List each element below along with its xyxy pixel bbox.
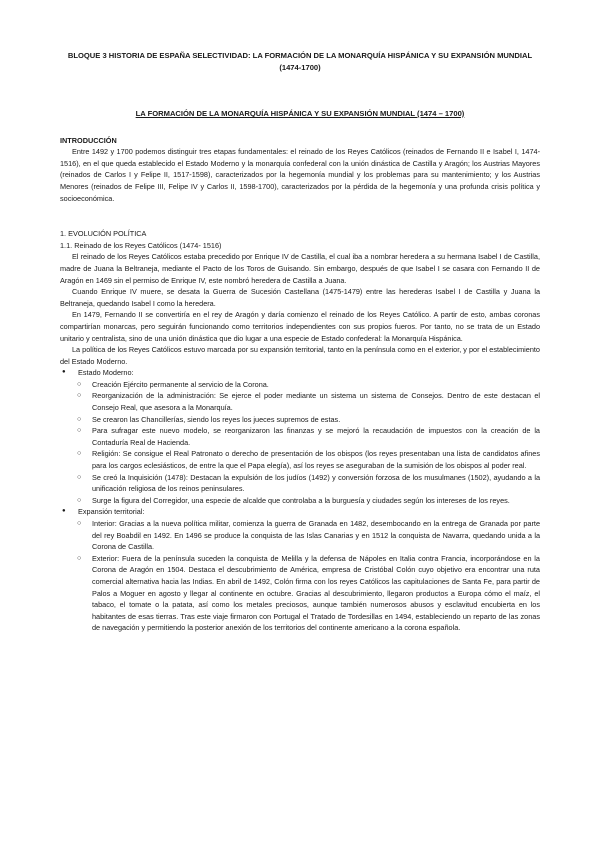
circle-bullet-icon: ○ — [77, 427, 82, 435]
paragraph: El reinado de los Reyes Católicos estaba precedido por Enrique IV de Castilla, el cual iba a nombrar heredera a su hermana Isabel I de Castilla, madre de Juana la Beltraneja, mediante el Pacto de los Toros de Guisando. Sin embargo, después de que Isabel I se casara con Fernando II de Aragón en 1469 sin el permiso de Enrique IV, este nombró heredera de Castilla a Juana. — [60, 252, 540, 285]
bullet-icon: ● — [62, 508, 66, 515]
list-item — [60, 367, 540, 506]
circle-bullet-icon: ○ — [77, 415, 82, 423]
sub-list — [60, 379, 540, 507]
list-item: ○ Religión: Se consigue el Real Patronato o derecho de presentación de los obispos (los reyes presentaban una lista de candidatos afines para los cargos eclesiásticos, de entre la que el Papa elegía), así los reyes se aseguraban de la sumisión de los obispos al poder real. — [77, 449, 540, 471]
paragraph: Cuando Enrique IV muere, se desata la Guerra de Sucesión Castellana (1475-1479) entre las herederas Isabel I de Castilla y Juana la Beltraneja, quedando Isabel I como la heredera. — [60, 287, 540, 308]
document-title: BLOQUE 3 HISTORIA DE ESPAÑA SELECTIVIDAD: LA FORMACIÓN DE LA MONARQUÍA HISPÁNICA Y SU EXPANSIÓN MUNDIAL (1474-1700) — [67, 51, 533, 72]
intro-heading: INTRODUCCIÓN — [60, 135, 117, 145]
intro-paragraph: Entre 1492 y 1700 podemos distinguir tres etapas fundamentales: el reinado de los Reyes Católicos (reinados de Fernando II e Isabel I, 1474-1516), en el que queda establecido el Estado Moderno y la monarquía confederal con la unión dinástica de Castilla y Aragón; los Austrias Mayores (reinados de Carlos I y Felipe II, 1517-1598), caracterizados por la hegemonía mundial y los problemas para su mantenimiento; y los Austrias Menores (reinados de Felipe III, Felipe IV y Carlos II, 1598-1700), caracterizados por la pérdida de la hegemonía y una profunda crisis política y socioeconómica. — [60, 147, 540, 203]
circle-bullet-icon: ○ — [77, 496, 82, 504]
list-item: ○ Para sufragar este nuevo modelo, se reorganizaron las finanzas y se mejoró la recaudación de impuestos con la creación de la Contaduría Real de Hacienda. — [77, 426, 540, 447]
circle-bullet-icon: ○ — [77, 450, 82, 458]
paragraph: La política de los Reyes Católicos estuvo marcada por su expansión territorial, tanto en la península como en el exterior, y por el establecimiento del Estado Moderno. — [60, 345, 540, 366]
list-item: ○ Exterior: Fuera de la península suceden la conquista de Melilla y la defensa de Nápoles en Italia contra Francia, incorporándose en la Corona de Aragón en 1504. Destaca el descubrimiento de América, empresa de Cristóbal Colón cuyo objetivo era encontrar una ruta comercial alternativa hacia las Indias. En abril de 1492, Colón firma con los reyes Católicos las capitulaciones de Santa Fe, para partir de Palos a Moguer en agosto y llegar al continente en octubre. Gracias al descubrimiento, llegaron productos a Europa cómo el maíz, el tabaco, el tomate o la patata, así como los metales preciosos, aunque también numerosos abusos y esclavitud encubierta en los habitantes de esas tierras. Tras este viaje firmaron con Portugal el Tratado de Tordesillas en 1494, estableciendo un reparto de las zonas de navegación y permitiendo la posterior anexión de los territorios del continente americano a la corona española. — [77, 553, 540, 633]
bullet-list — [60, 367, 540, 634]
section-subheading: 1.1. Reinado de los Reyes Católicos (1474- 1516) — [60, 240, 222, 250]
list-item: ○ Interior: Gracias a la nueva política militar, comienza la guerra de Granada en 1482, desembocando en la entrega de Granada por parte del rey Boabdil en 1492. En 1496 se produce la conquista de las Islas Canarias y en 1512 la conquista de Navarra, quedando unida a la Corona de Castilla. — [77, 519, 540, 552]
list-item: ○ Se crearon las Chancillerías, siendo los reyes los jueces supremos de estas. — [77, 414, 341, 424]
document-subtitle: LA FORMACIÓN DE LA MONARQUÍA HISPÁNICA Y SU EXPANSIÓN MUNDIAL (1474 – 1700) — [135, 109, 465, 118]
sub-list — [60, 518, 540, 634]
circle-bullet-icon: ○ — [77, 380, 82, 388]
circle-bullet-icon: ○ — [77, 392, 82, 400]
list-item-label: Estado Moderno: — [78, 368, 134, 378]
list-item: ○ Creación Ejército permanente al servicio de la Corona. — [77, 379, 269, 389]
circle-bullet-icon: ○ — [77, 554, 82, 562]
bullet-icon: ● — [62, 369, 66, 376]
list-item — [60, 506, 540, 634]
circle-bullet-icon: ○ — [77, 473, 82, 481]
list-item: ○ Se creó la Inquisición (1478): Destacan la expulsión de los judíos (1492) y conversión forzosa de los musulmanes (1502), ayudando a la unificación religiosa de los reinos peninsulares. — [77, 472, 540, 494]
paragraph: En 1479, Fernando II se convertiría en el rey de Aragón y daría comienzo el reinado de los Reyes Católico. A partir de esto, ambas coronas compartirían monarcas, pero seguirán funcionando como territorios independientes con sus propios fueros. Por tanto, no se trata de un Estado unitario y centralista, sino de una unión dinástica que dio lugar a una especie de Estado confederal: la Monarquía Hispánica. — [60, 310, 540, 343]
document-page — [60, 50, 540, 634]
section-heading: 1. EVOLUCIÓN POLÍTICA — [60, 229, 147, 239]
circle-bullet-icon: ○ — [77, 520, 82, 527]
list-item: ○ Surge la figura del Corregidor, una especie de alcalde que controlaba a la burguesía y ciudades según los intereses de los reyes. — [77, 495, 510, 505]
list-item: ○ Reorganización de la administración: Se ejerce el poder mediante un sistema un sistema de Consejos. Dentro de este destacan el Consejo Real, que asesora a la Monarquía. — [77, 391, 540, 413]
list-item-label: Expansión territorial: — [78, 507, 145, 517]
